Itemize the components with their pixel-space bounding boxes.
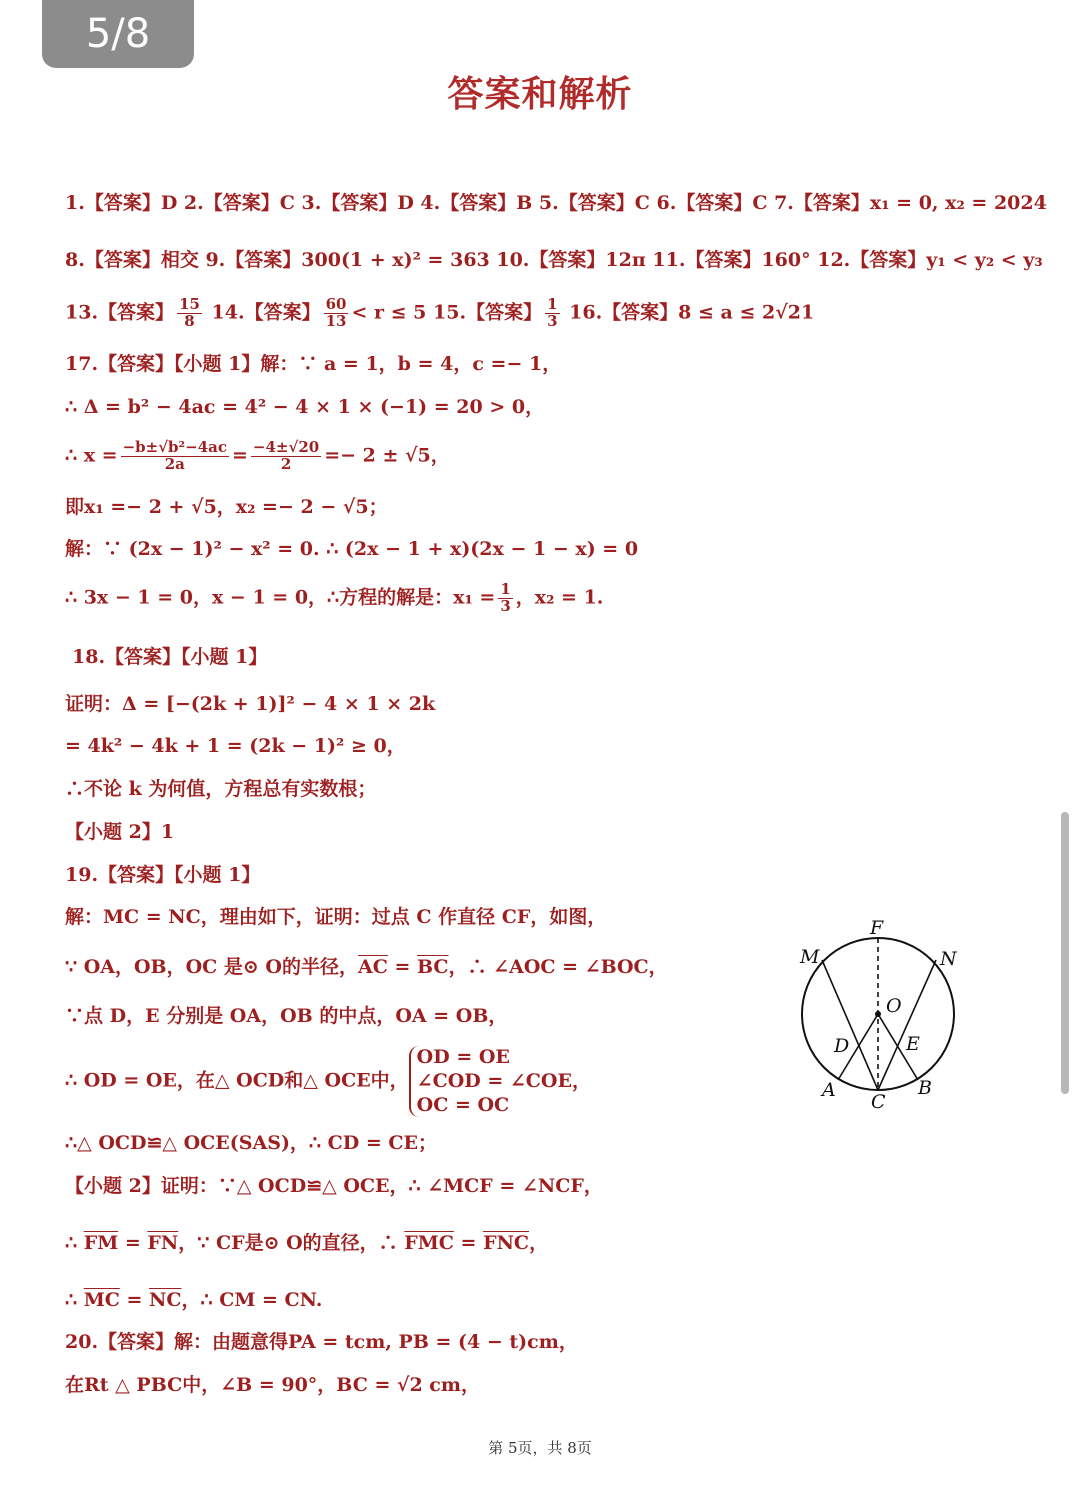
vertical-scrollbar[interactable] xyxy=(1061,812,1069,1094)
fraction-15-8: $\frac{15}{8}$ xyxy=(179,295,200,330)
text: = xyxy=(387,956,418,978)
text: = xyxy=(118,1232,148,1254)
fraction-1-3: $\frac{1}{3}$ xyxy=(547,295,558,330)
text: ， xyxy=(529,1232,549,1254)
q19-sas-conclusion: ∴△ OCD≌△ OCE(SAS)，∴ CD = CE； xyxy=(65,1132,437,1154)
label-n: N xyxy=(940,948,957,970)
label-c: C xyxy=(871,1091,886,1110)
text: = xyxy=(453,1232,484,1254)
q17-discriminant: ∴ Δ = b² − 4ac = 4² − 4 × 1 × (−1) = 20 > 0， xyxy=(65,396,545,418)
circle-geometry-diagram xyxy=(788,910,978,1110)
answer-line-13-16 xyxy=(65,297,814,330)
text: = xyxy=(231,444,248,467)
page-footer: 第 5页，共 8页 xyxy=(488,1439,592,1457)
q17-roots: 即x₁ =− 2 + √5，x₂ =− 2 − √5； xyxy=(65,496,388,518)
fraction-1-3: $\frac{1}{3}$ xyxy=(500,580,511,615)
label-a: A xyxy=(822,1079,836,1101)
arc-fm: $\overline{FM}$ xyxy=(83,1232,119,1254)
text: = xyxy=(119,1289,150,1311)
text: ∴ xyxy=(65,1289,84,1311)
q17-part2-solution xyxy=(65,582,603,615)
label-d: D xyxy=(834,1035,850,1057)
label-m: M xyxy=(800,946,820,968)
q20-triangle-line: 在Rt △ PBC中，∠B = 90°，BC = √2 cm， xyxy=(65,1374,480,1396)
text: =− 2 ± √5， xyxy=(324,444,450,467)
answer-line-1-7: 1.【答案】D 2.【答案】C 3.【答案】D 4.【答案】B 5.【答案】C 6.【答案】C 7.【答案】x₁ = 0, x₂ = 2024 xyxy=(65,192,1047,214)
text: ∴ OD = OE，在△ OCD和△ OCE中， xyxy=(65,1069,409,1092)
q18-header: 18.【答案】【小题 1】 xyxy=(72,646,268,668)
text: 14.【答案】 xyxy=(204,301,321,324)
text: ∴ xyxy=(65,1232,84,1254)
q18-conclusion: ∴不论 k 为何值，方程总有实数根； xyxy=(65,778,377,800)
chord-nc xyxy=(878,960,936,1090)
q19-part2-conclusion xyxy=(65,1291,322,1310)
q17-part2-factor: 解：∵ (2x − 1)² − x² = 0. ∴ (2x − 1 + x)(2x − 1 − x) = 0 xyxy=(65,538,639,560)
fraction-60-13: $\frac{60}{13}$ xyxy=(325,295,347,330)
q17-header: 17.【答案】【小题 1】解：∵ a = 1，b = 4，c =− 1， xyxy=(65,353,562,375)
arc-fn: $\overline{FN}$ xyxy=(147,1232,179,1254)
label-o: O xyxy=(886,995,902,1017)
q19-header: 19.【答案】【小题 1】 xyxy=(65,864,261,886)
chord-mc xyxy=(822,960,878,1090)
q19-part2-arcs xyxy=(65,1234,548,1253)
text: ，∴ CM = CN. xyxy=(181,1289,323,1311)
equation-system: OD = OE ∠COD = ∠COE， OC = OC xyxy=(409,1046,591,1117)
arc-fnc: $\overline{FNC}$ xyxy=(483,1232,530,1254)
quadratic-formula-fraction: $\frac{\text{−b±√b²−4ac}}{2a}$ xyxy=(122,438,227,473)
arc-bc: $\overline{BC}$ xyxy=(417,956,449,978)
text: ∴ 3x − 1 = 0，x − 1 = 0，∴方程的解是：x₁ = xyxy=(65,586,496,609)
q19-congruence-system xyxy=(65,1046,591,1117)
text: ∵ OA，OB，OC 是⊙ O的半径， xyxy=(65,956,358,978)
q20-header: 20.【答案】解：由题意得PA = tcm, PB = (4 − t)cm， xyxy=(65,1331,578,1353)
arc-ac: $\overline{AC}$ xyxy=(357,956,388,978)
q17-root-formula xyxy=(65,440,450,473)
label-b: B xyxy=(918,1077,932,1099)
q19-midpoint-line: ∵点 D，E 分别是 OA，OB 的中点，OA = OB， xyxy=(65,1005,508,1027)
text: ，x₂ = 1. xyxy=(515,586,604,609)
text: 13.【答案】 xyxy=(65,301,175,324)
text: 16.【答案】8 ≤ a ≤ 2√21 xyxy=(562,301,815,324)
page-indicator-badge: 5/8 xyxy=(42,0,194,68)
q19-radius-line xyxy=(65,958,668,977)
answer-line-8-12: 8.【答案】相交 9.【答案】300(1 + x)² = 363 10.【答案】12π 11.【答案】160° 12.【答案】y₁ < y₂ < y₃ xyxy=(65,249,1043,271)
q18-proof-line2: = 4k² − 4k + 1 = (2k − 1)² ≥ 0， xyxy=(65,735,406,757)
text: ，∴ ∠AOC = ∠BOC， xyxy=(448,956,668,978)
label-e: E xyxy=(906,1033,920,1055)
center-point-o xyxy=(875,1011,881,1017)
q18-part2: 【小题 2】1 xyxy=(65,821,175,843)
arc-mc: $\overline{MC}$ xyxy=(83,1289,120,1311)
numeric-fraction: $\frac{-4\pm√20}{2}$ xyxy=(252,438,320,473)
text: < r ≤ 5 15.【答案】 xyxy=(351,301,543,324)
q19-solution-intro: 解：MC = NC，理由如下，证明：过点 C 作直径 CF，如图， xyxy=(65,906,607,928)
text: ，∵ CF是⊙ O的直径，∴ xyxy=(178,1232,405,1254)
arc-nc: $\overline{NC}$ xyxy=(149,1289,182,1311)
q19-part2-header: 【小题 2】证明：∵△ OCD≌△ OCE，∴ ∠MCF = ∠NCF， xyxy=(65,1175,603,1197)
page-title: 答案和解析 xyxy=(447,74,633,115)
text: ∴ x = xyxy=(65,444,118,467)
label-f: F xyxy=(870,917,884,939)
arc-fmc: $\overline{FMC}$ xyxy=(404,1232,454,1254)
q18-proof-line1: 证明：Δ = [−(2k + 1)]² − 4 × 1 × 2k xyxy=(65,693,436,715)
